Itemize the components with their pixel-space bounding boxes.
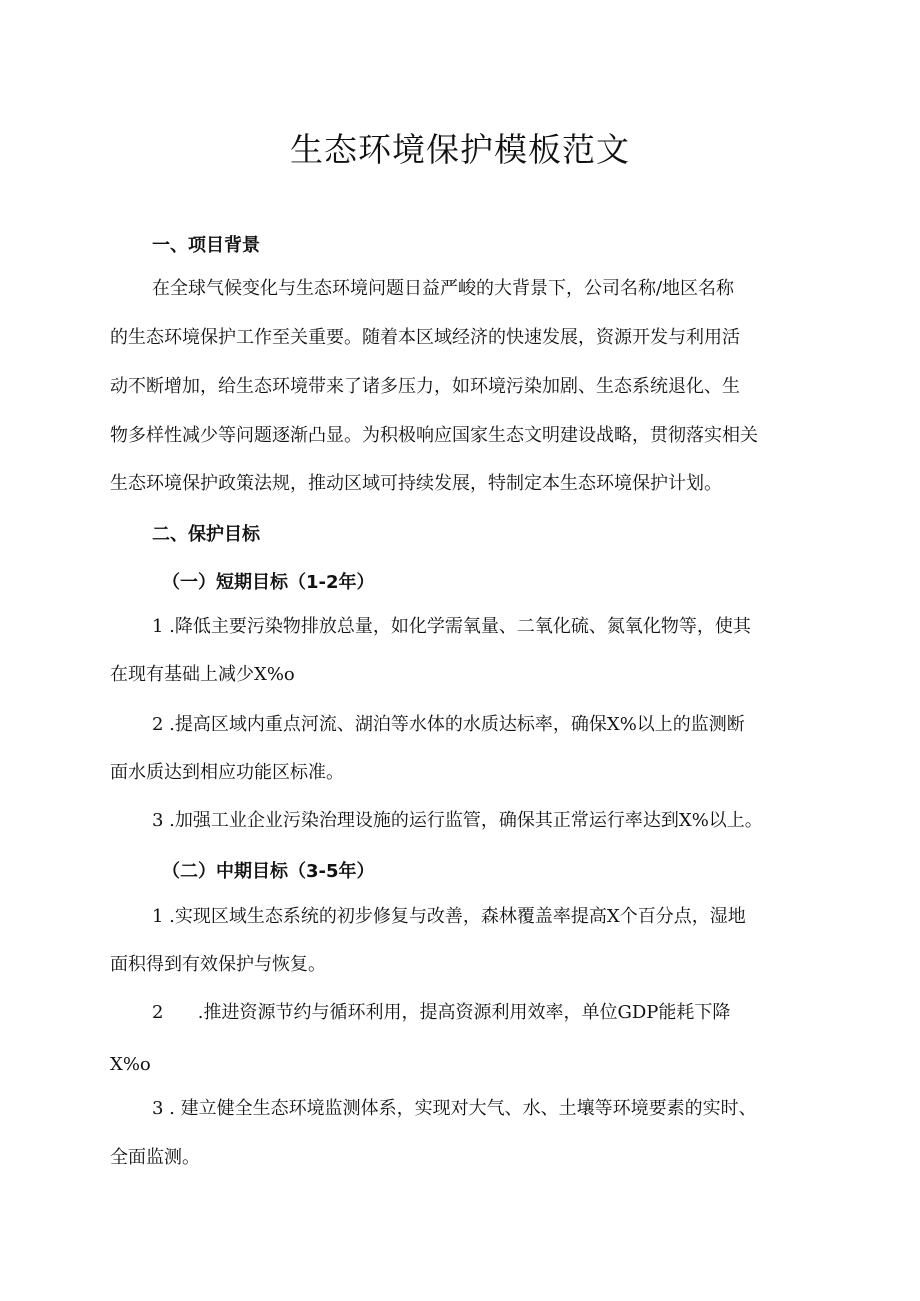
goal-item-line: X%o bbox=[110, 1054, 151, 1075]
paragraph-line: 动不断增加，给生态环境带来了诸多压力，如环境污染加剧、生态系统退化、生 bbox=[110, 376, 740, 397]
goal-item-line: 3 . 建立健全生态环境监测体系，实现对大气、水、土壤等环境要素的实时、 bbox=[152, 1098, 757, 1119]
goal-item-line: 面水质达到相应功能区标准。 bbox=[110, 762, 344, 783]
paragraph-line: 在全球气候变化与生态环境问题日益严峻的大背景下，公司名称/地区名称 bbox=[152, 278, 735, 299]
paragraph-line: 物多样性减少等问题逐渐凸显。为积极响应国家生态文明建设战略，贯彻落实相关 bbox=[110, 425, 758, 446]
goal-item-line: 在现有基础上减少X%o bbox=[110, 664, 295, 685]
goal-item-line: 2 .推进资源节约与循环利用，提高资源利用效率，单位GDP能耗下降 bbox=[152, 1002, 731, 1023]
document-title: 生态环境保护模板范文 bbox=[290, 130, 630, 169]
subsection-heading-mid-term: （二）中期目标（3-5年） bbox=[162, 861, 375, 882]
goal-item-line: 面积得到有效保护与恢复。 bbox=[110, 954, 326, 975]
goal-item-line: 1 .实现区域生态系统的初步修复与改善，森林覆盖率提高X个百分点，湿地 bbox=[152, 906, 746, 927]
paragraph-line: 生态环境保护政策法规，推动区域可持续发展，特制定本生态环境保护计划。 bbox=[110, 473, 722, 494]
goal-item-line: 2 .提高区域内重点河流、湖泊等水体的水质达标率，确保X%以上的监测断 bbox=[152, 714, 745, 735]
goal-item-line: 全面监测。 bbox=[110, 1147, 200, 1168]
section-heading-background: 一、项目背景 bbox=[152, 235, 260, 256]
section-heading-goals: 二、保护目标 bbox=[152, 524, 260, 545]
goal-item-line: 1 .降低主要污染物排放总量，如化学需氧量、二氧化硫、氮氧化物等，使其 bbox=[152, 616, 751, 637]
subsection-heading-short-term: （一）短期目标（1-2年） bbox=[162, 572, 375, 593]
goal-item-line: 3 .加强工业企业污染治理设施的运行监管，确保其正常运行率达到X%以上。 bbox=[152, 810, 763, 831]
paragraph-line: 的生态环境保护工作至关重要。随着本区域经济的快速发展，资源开发与利用活 bbox=[110, 327, 740, 348]
